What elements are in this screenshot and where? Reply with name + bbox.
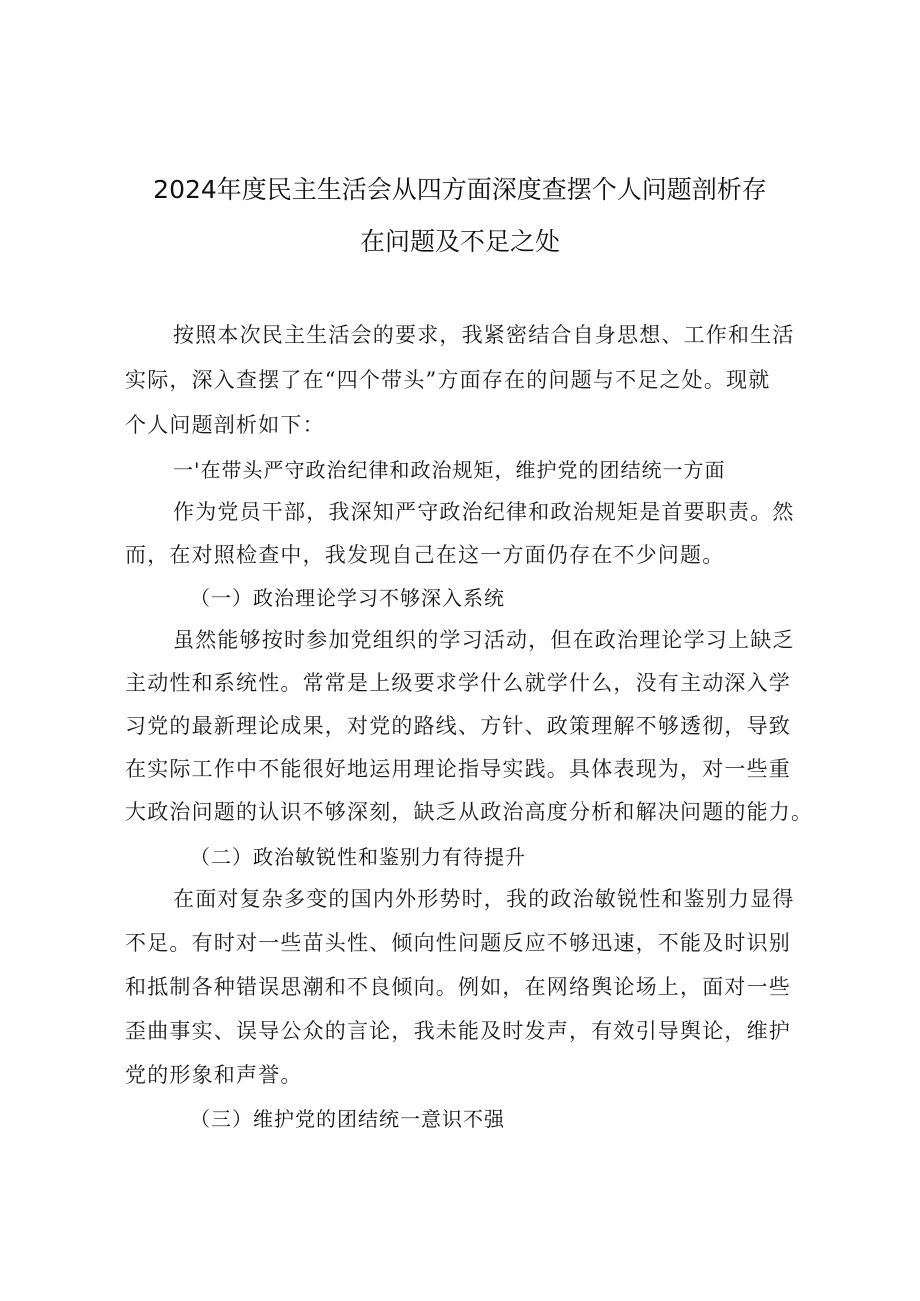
subsection-2-line-2: 不足。有时对一些苗头性、倾向性问题反应不够迅速，不能及时识别 [125,931,791,955]
document-title-line-1: 2024年度民主生活会从四方面深度查摆个人问题剖析存 [153,175,767,204]
subsection-2-line-4: 歪曲事实、误导公众的言论，我未能及时发声，有效引导舆论，维护 [125,1019,791,1043]
subsection-1-line-5: 大政治问题的认识不够深刻，缺乏从政治高度分析和解决问题的能力。 [125,800,814,824]
subsection-2-line-1: 在面对复杂多变的国内外形势时，我的政治敏锐性和鉴别力显得 [173,887,795,911]
subsection-1-line-4: 在实际工作中不能很好地运用理论指导实践。具体表现为，对一些重 [125,757,791,781]
intro-line-1: 按照本次民主生活会的要求，我紧密结合自身思想、工作和生活 [173,323,795,347]
subsection-1-line-1: 虽然能够按时参加党组织的学习活动，但在政治理论学习上缺乏 [173,628,795,652]
subsection-1-heading: （一）政治理论学习不够深入系统 [190,586,505,610]
subsection-3-heading: （三）维护党的团结统一意识不强 [190,1107,505,1131]
intro-line-3: 个人问题剖析如下： [125,413,325,437]
intro-line-2: 实际，深入查摆了在“四个带头”方面存在的问题与不足之处。现就 [125,368,771,392]
subsection-1-line-2: 主动性和系统性。常常是上级要求学什么就学什么，没有主动深入学 [125,671,791,695]
section-1-heading: 一'在带头严守政治纪律和政治规矩，维护党的团结统一方面 [173,458,726,482]
section-1-line-2: 而，在对照检查中，我发现自己在这一方面仍存在不少问题。 [125,543,725,567]
subsection-2-heading: （二）政治敏锐性和鉴别力有待提升 [190,845,526,869]
document-title-line-2: 在问题及不足之处 [359,227,560,256]
section-1-line-1: 作为党员干部，我深知严守政治纪律和政治规矩是首要职责。然 [173,500,795,524]
subsection-2-line-5: 党的形象和声誉。 [125,1063,303,1087]
subsection-2-line-3: 和抵制各种错误思潮和不良倾向。例如，在网络舆论场上，面对一些 [125,975,791,999]
subsection-1-line-3: 习党的最新理论成果，对党的路线、方针、政策理解不够透彻，导致 [125,714,791,738]
